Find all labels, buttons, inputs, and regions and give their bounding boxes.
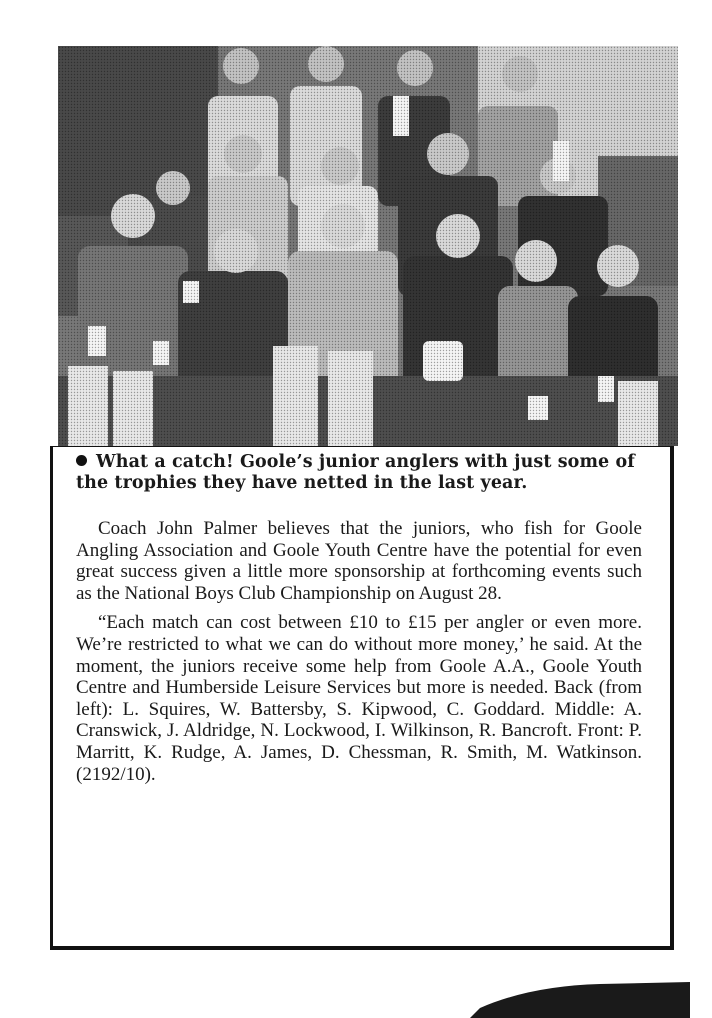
group-photo	[58, 46, 678, 446]
bullet-icon	[76, 455, 87, 466]
article-body	[76, 518, 642, 785]
caption-rule	[53, 446, 670, 447]
caption-text: What a catch! Goole’s junior anglers with just some of the trophies they have netted in the last year.	[76, 452, 635, 493]
article-paragraph-2: “Each match can cost between £10 to £15 per angler or even more. We’re restricted to what we can do without more money,’ he said. At the moment, the juniors receive some help from Goole A.A., Goole Youth Centre and Humberside Leisure Services but more is needed. Back (from left): L. Squires, W. Battersby, S. Kipwood, C. Goddard. Middle: A. Cranswick, J. Aldridge, N. Lockwood, I. Wilkinson, R. Bancroft. Front: P. Marritt, K. Rudge, A. James, D. Chessman, R. Smith, M. Watkinson. (2192/10).	[76, 612, 642, 785]
torn-paper-scrap	[470, 978, 690, 1018]
photo-caption	[76, 452, 641, 494]
group-photo-icon	[58, 46, 678, 446]
article-paragraph-1: Coach John Palmer believes that the juniors, who fish for Goole Angling Association and Goole Youth Centre have the potential for even great success given a little more sponsorship at forthcoming events such as the National Boys Club Championship on August 28.	[76, 518, 642, 604]
